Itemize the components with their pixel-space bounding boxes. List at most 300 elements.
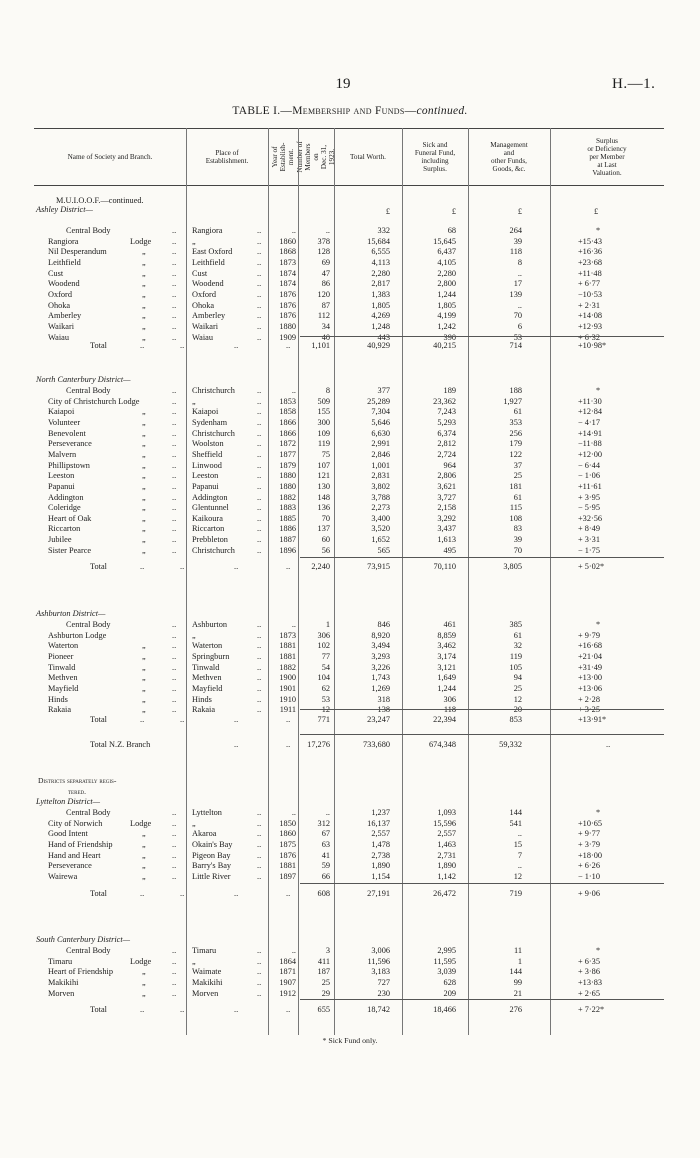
cell-sick: 2,812 — [437, 439, 456, 449]
dot-leader: .. — [172, 630, 177, 640]
cell-sick: 2,731 — [437, 850, 456, 860]
cell-worth: 727 — [377, 977, 390, 987]
cell-name: Papanui — [48, 481, 75, 491]
table-row — [34, 872, 664, 883]
cell-place: Leithfield — [192, 257, 225, 267]
dot-leader: .. — [180, 715, 185, 724]
cell-members: 56 — [321, 545, 330, 555]
cell-mgmt: 181 — [509, 481, 522, 491]
cell-mgmt: 188 — [509, 386, 522, 395]
total-row — [34, 889, 664, 903]
dot-leader: .. — [257, 850, 262, 860]
cell-mgmt: 99 — [513, 977, 522, 987]
cell-place: Rakaia — [192, 705, 216, 715]
cell-members: 29 — [321, 988, 330, 998]
dot-leader: .. — [257, 396, 262, 406]
dot-leader: .. — [172, 620, 177, 629]
dot-leader: .. — [172, 946, 177, 955]
table-row — [34, 237, 664, 248]
total-rule-values — [336, 557, 664, 558]
cell-ditto: „ — [142, 988, 146, 998]
cell-surplus: +10·65 — [578, 818, 603, 828]
dot-leader: .. — [234, 715, 239, 724]
dot-leader: .. — [140, 1005, 145, 1014]
cell-mgmt: .. — [517, 300, 522, 310]
cell-year: 1881 — [279, 651, 296, 661]
cell-members: 107 — [317, 460, 330, 470]
cell-name: Leeston — [48, 471, 75, 481]
table-row — [34, 620, 664, 631]
cell-surplus: +13·06 — [578, 683, 603, 693]
dot-leader: .. — [180, 341, 185, 350]
grand-total-surplus: .. — [606, 740, 611, 749]
cell-name: Pioneer — [48, 651, 74, 661]
cell-ditto: „ — [142, 492, 146, 502]
cell-name: Ashburton Lodge — [48, 630, 107, 640]
cell-worth: 138 — [377, 705, 390, 715]
total-mgmt: 719 — [509, 889, 522, 898]
cell-sick: 3,292 — [437, 513, 456, 523]
dot-leader: .. — [257, 988, 262, 998]
cell-name: Timaru — [48, 956, 73, 966]
dot-leader: .. — [172, 967, 177, 977]
cell-sick: 15,596 — [433, 818, 456, 828]
dot-leader: .. — [172, 226, 177, 235]
cell-sick: 15,645 — [433, 236, 456, 246]
total-label: Total — [90, 715, 107, 724]
table-row — [34, 322, 664, 333]
table-row — [34, 957, 664, 968]
dot-leader: .. — [172, 300, 177, 310]
cell-name: Mayfield — [48, 683, 79, 693]
cell-sick: 3,727 — [437, 492, 456, 502]
page-number: 19 — [335, 76, 351, 92]
cell-year: 1896 — [279, 545, 296, 555]
dot-leader: .. — [172, 808, 177, 817]
cell-year: .. — [291, 808, 296, 817]
table-row — [34, 946, 664, 957]
table-row — [34, 535, 664, 546]
cell-place: Oxford — [192, 289, 216, 299]
table-row — [34, 652, 664, 663]
table-row — [34, 461, 664, 472]
cell-worth: 16,137 — [367, 818, 390, 828]
cell-mgmt: 1 — [517, 956, 522, 966]
cell-year: .. — [291, 620, 296, 629]
dot-leader: .. — [286, 341, 291, 350]
dot-leader: .. — [257, 503, 262, 513]
total-row — [34, 562, 664, 576]
total-worth: 73,915 — [367, 562, 390, 571]
cell-surplus: −10·53 — [578, 289, 603, 299]
cell-mgmt: 39 — [513, 535, 522, 545]
cell-members: 130 — [317, 481, 330, 491]
table-row — [34, 226, 664, 237]
cell-mgmt: 541 — [509, 818, 522, 828]
cell-ditto: „ — [142, 332, 146, 342]
cell-mgmt: 119 — [509, 651, 522, 661]
table-row — [34, 429, 664, 440]
cell-worth: 1,743 — [371, 673, 390, 683]
cell-year: 1873 — [279, 630, 296, 640]
cell-year: 1850 — [279, 818, 296, 828]
grand-total-label: Total N.Z. Branch — [90, 740, 151, 749]
cell-surplus: +13·00 — [578, 673, 603, 683]
cell-worth: 1,269 — [371, 683, 390, 693]
cell-ditto: „ — [142, 439, 146, 449]
cell-name: Waterton — [48, 641, 79, 651]
cell-surplus: +11·48 — [578, 268, 602, 278]
dot-leader: .. — [257, 300, 262, 310]
cell-mgmt: 61 — [513, 630, 522, 640]
cell-mgmt: 15 — [513, 839, 522, 849]
cell-place: Rangiora — [192, 226, 223, 235]
cell-surplus: * — [596, 808, 601, 817]
total-label: Total — [90, 1005, 107, 1014]
cell-surplus: + 3·86 — [578, 967, 600, 977]
cell-sick: 3,039 — [437, 967, 456, 977]
dot-leader: .. — [180, 562, 185, 571]
dot-leader: .. — [234, 1005, 239, 1014]
cell-surplus: + 6·32 — [578, 332, 600, 342]
cell-name: Rangiora — [48, 236, 79, 246]
cell-ditto: „ — [142, 673, 146, 683]
cell-members: 87 — [321, 300, 330, 310]
cell-place: Riccarton — [192, 524, 225, 534]
dot-leader: .. — [257, 705, 262, 715]
cell-year: 1872 — [279, 439, 296, 449]
total-label: Total — [90, 562, 107, 571]
table-row — [34, 546, 664, 557]
dot-leader: .. — [257, 513, 262, 523]
cell-year: .. — [291, 226, 296, 235]
dot-leader: .. — [257, 311, 262, 321]
cell-sick: 2,806 — [437, 471, 456, 481]
cell-name: Waiau — [48, 332, 69, 342]
cell-year: 1887 — [279, 535, 296, 545]
dot-leader: .. — [257, 417, 262, 427]
cell-mgmt: 12 — [513, 694, 522, 704]
dot-leader: .. — [257, 407, 262, 417]
dot-leader: .. — [172, 871, 177, 881]
cell-name: City of Christchurch Lodge — [48, 396, 140, 406]
cell-members: 102 — [317, 641, 330, 651]
dot-leader: .. — [172, 439, 177, 449]
cell-year: 1885 — [279, 513, 296, 523]
total-rule-members — [300, 999, 336, 1000]
cell-worth: 1,237 — [371, 808, 390, 817]
total-mgmt: 714 — [509, 341, 522, 350]
cell-worth: 3,183 — [371, 967, 390, 977]
cell-year: 1897 — [279, 871, 296, 881]
cell-name: Kaiapoi — [48, 407, 75, 417]
dot-leader: .. — [257, 861, 262, 871]
dot-leader: .. — [172, 236, 177, 246]
cell-mgmt: .. — [517, 829, 522, 839]
cell-surplus: + 3·31 — [578, 535, 600, 545]
cell-sick: 1,142 — [437, 871, 456, 881]
total-rule-values — [336, 999, 664, 1000]
dot-leader: .. — [257, 460, 262, 470]
grand-total-sick: 674,348 — [429, 740, 456, 749]
cell-surplus: + 6·35 — [578, 956, 600, 966]
cell-worth: 1,154 — [371, 871, 390, 881]
cell-name: Perseverance — [48, 439, 92, 449]
grand-total-row — [34, 740, 664, 754]
cell-place: Kaiapoi — [192, 407, 219, 417]
cell-year: 1909 — [279, 332, 296, 342]
table-row — [34, 418, 664, 429]
table-row — [34, 663, 664, 674]
dot-leader: .. — [234, 740, 239, 749]
cell-name: Benevolent — [48, 428, 86, 438]
cell-surplus: + 8·49 — [578, 524, 600, 534]
cell-sick: 1,093 — [437, 808, 456, 817]
cell-name: Sister Pearce — [48, 545, 92, 555]
dot-leader: .. — [257, 662, 262, 672]
cell-sick: 7,243 — [437, 407, 456, 417]
cell-worth: 2,831 — [371, 471, 390, 481]
cell-surplus: + 3·79 — [578, 839, 600, 849]
document-reference: H.—1. — [612, 76, 656, 92]
dot-leader: .. — [257, 226, 262, 235]
cell-worth: 3,400 — [371, 513, 390, 523]
cell-ditto: „ — [142, 247, 146, 257]
cell-place: East Oxford — [192, 247, 233, 257]
cell-worth: 1,383 — [371, 289, 390, 299]
cell-lodge: Lodge — [130, 818, 152, 828]
cell-members: 121 — [317, 471, 330, 481]
table-row — [34, 290, 664, 301]
cell-ditto: „ — [142, 705, 146, 715]
total-row — [34, 1005, 664, 1019]
cell-surplus: + 3·25 — [578, 705, 600, 715]
total-surplus: + 9·06 — [578, 889, 600, 898]
table-row — [34, 695, 664, 706]
cell-ditto: „ — [142, 279, 146, 289]
cell-mgmt: 83 — [513, 524, 522, 534]
table-row — [34, 439, 664, 450]
cell-members: 136 — [317, 503, 330, 513]
cell-place: Springburn — [192, 651, 230, 661]
cell-place: Little River — [192, 871, 231, 881]
total-surplus: + 5·02* — [578, 562, 605, 571]
cell-ditto: „ — [142, 513, 146, 523]
district-heading: Ashley District— — [36, 205, 93, 214]
header-management: Management and other Funds, Goods, &c. — [490, 141, 528, 173]
cell-members: 109 — [317, 428, 330, 438]
table-row — [34, 684, 664, 695]
cell-members: .. — [325, 808, 330, 817]
cell-mgmt: 8 — [517, 257, 522, 267]
cell-worth: 1,805 — [371, 300, 390, 310]
dot-leader: .. — [257, 481, 262, 491]
cell-worth: 2,991 — [371, 439, 390, 449]
cell-ditto: „ — [142, 967, 146, 977]
cell-sick: 4,199 — [437, 311, 456, 321]
header-name: Name of Society and Branch. — [67, 153, 153, 161]
dot-leader: .. — [172, 268, 177, 278]
table-row — [34, 471, 664, 482]
currency-symbol: £ — [517, 207, 522, 216]
cell-worth: 1,652 — [371, 535, 390, 545]
dot-leader: .. — [172, 492, 177, 502]
cell-place: Waiau — [192, 332, 213, 342]
total-rule-values — [336, 336, 664, 337]
cell-sick: 1,613 — [437, 535, 456, 545]
total-row — [34, 715, 664, 729]
cell-sick: 628 — [443, 977, 456, 987]
dot-leader: .. — [257, 829, 262, 839]
cell-ditto: „ — [142, 683, 146, 693]
table-row — [34, 978, 664, 989]
dot-leader: .. — [172, 279, 177, 289]
district-heading: South Canterbury District— — [36, 935, 131, 944]
cell-mgmt: .. — [517, 268, 522, 278]
cell-surplus: + 3·95 — [578, 492, 600, 502]
cell-worth: 2,817 — [371, 279, 390, 289]
cell-sick: 1,805 — [437, 300, 456, 310]
total-rule-members — [300, 883, 336, 884]
header-members — [298, 129, 334, 185]
table-row — [34, 641, 664, 652]
table-row — [34, 514, 664, 525]
cell-year: 1858 — [279, 407, 296, 417]
dot-leader: .. — [172, 861, 177, 871]
dot-leader: .. — [172, 705, 177, 715]
cell-place: Woodend — [192, 279, 224, 289]
dot-leader: .. — [172, 386, 177, 395]
cell-name: Ohoka — [48, 300, 71, 310]
dot-leader: .. — [172, 332, 177, 342]
dot-leader: .. — [172, 662, 177, 672]
cell-mgmt: 115 — [509, 503, 522, 513]
cell-members: 75 — [321, 449, 330, 459]
cell-sick: 3,621 — [437, 481, 456, 491]
cell-year: 1880 — [279, 321, 296, 331]
cell-worth: 4,113 — [371, 257, 390, 267]
cell-year: 1875 — [279, 839, 296, 849]
cell-members: 54 — [321, 662, 330, 672]
cell-surplus: − 1·10 — [578, 871, 600, 881]
cell-ditto: „ — [142, 871, 146, 881]
header-place: Place of Establishment. — [205, 149, 249, 165]
cell-worth: 318 — [377, 694, 390, 704]
cell-ditto: „ — [142, 417, 146, 427]
cell-place: Tinwald — [192, 662, 220, 672]
table-row — [34, 989, 664, 1000]
dot-leader: .. — [257, 332, 262, 342]
cell-year: 1853 — [279, 396, 296, 406]
table-row — [34, 861, 664, 872]
cell-members: 59 — [321, 861, 330, 871]
cell-name: Waikari — [48, 321, 75, 331]
cell-name: Central Body — [66, 386, 111, 395]
dot-leader: .. — [257, 524, 262, 534]
cell-members: 112 — [317, 311, 330, 321]
cell-ditto: „ — [142, 268, 146, 278]
total-mgmt: 3,805 — [503, 562, 522, 571]
cell-worth: 2,738 — [371, 850, 390, 860]
cell-sick: 1,463 — [437, 839, 456, 849]
cell-members: 148 — [317, 492, 330, 502]
cell-name: Malvern — [48, 449, 77, 459]
cell-year: 1860 — [279, 829, 296, 839]
cell-sick: 3,174 — [437, 651, 456, 661]
dot-leader: .. — [172, 460, 177, 470]
cell-sick: 2,724 — [437, 449, 456, 459]
cell-surplus: +12·00 — [578, 449, 603, 459]
cell-year: 1866 — [279, 417, 296, 427]
dot-leader: .. — [257, 289, 262, 299]
cell-members: 62 — [321, 683, 330, 693]
total-members: 2,240 — [311, 562, 330, 571]
cell-year: 1874 — [279, 268, 296, 278]
header-year — [268, 129, 298, 185]
cell-worth: 8,920 — [371, 630, 390, 640]
cell-place: „ — [192, 396, 196, 406]
cell-surplus: + 2·65 — [578, 988, 600, 998]
cell-place: „ — [192, 630, 196, 640]
cell-worth: 15,684 — [367, 236, 390, 246]
total-members: 1,101 — [311, 341, 330, 350]
dot-leader: .. — [257, 247, 262, 257]
dot-leader: .. — [286, 1005, 291, 1014]
table-row — [34, 407, 664, 418]
dot-leader: .. — [257, 321, 262, 331]
cell-sick: 118 — [443, 705, 456, 715]
table-row — [34, 397, 664, 408]
cell-members: 137 — [317, 524, 330, 534]
cell-place: Christchurch — [192, 545, 235, 555]
table-row — [34, 269, 664, 280]
cell-sick: 2,158 — [437, 503, 456, 513]
cell-surplus: + 2·31 — [578, 300, 600, 310]
total-worth: 23,247 — [367, 715, 390, 724]
dot-leader: .. — [172, 449, 177, 459]
cell-year: 1881 — [279, 641, 296, 651]
cell-mgmt: 139 — [509, 289, 522, 299]
cell-worth: 443 — [377, 332, 390, 342]
cell-surplus: − 5·95 — [578, 503, 600, 513]
currency-symbol: £ — [451, 207, 456, 216]
table-row — [34, 311, 664, 322]
cell-ditto: „ — [142, 861, 146, 871]
district-heading: North Canterbury District— — [36, 375, 131, 384]
dot-leader: .. — [180, 889, 185, 898]
dot-leader: .. — [257, 268, 262, 278]
cell-mgmt: 7 — [517, 850, 522, 860]
cell-name: Coleridge — [48, 503, 81, 513]
total-rule-values — [336, 709, 664, 710]
cell-name: Makikihi — [48, 977, 79, 987]
dot-leader: .. — [257, 967, 262, 977]
cell-members: 34 — [321, 321, 330, 331]
total-worth: 18,742 — [367, 1005, 390, 1014]
cell-mgmt: 21 — [513, 988, 522, 998]
dot-leader: .. — [172, 683, 177, 693]
cell-mgmt: 179 — [509, 439, 522, 449]
cell-surplus: +15·43 — [578, 236, 603, 246]
cell-name: Phillipstown — [48, 460, 90, 470]
cell-year: 1907 — [279, 977, 296, 987]
cell-surplus: +21·04 — [578, 651, 603, 661]
cell-mgmt: 70 — [513, 311, 522, 321]
dot-leader: .. — [172, 481, 177, 491]
dot-leader: .. — [172, 503, 177, 513]
cell-place: Akaroa — [192, 829, 217, 839]
cell-surplus: +12·84 — [578, 407, 603, 417]
